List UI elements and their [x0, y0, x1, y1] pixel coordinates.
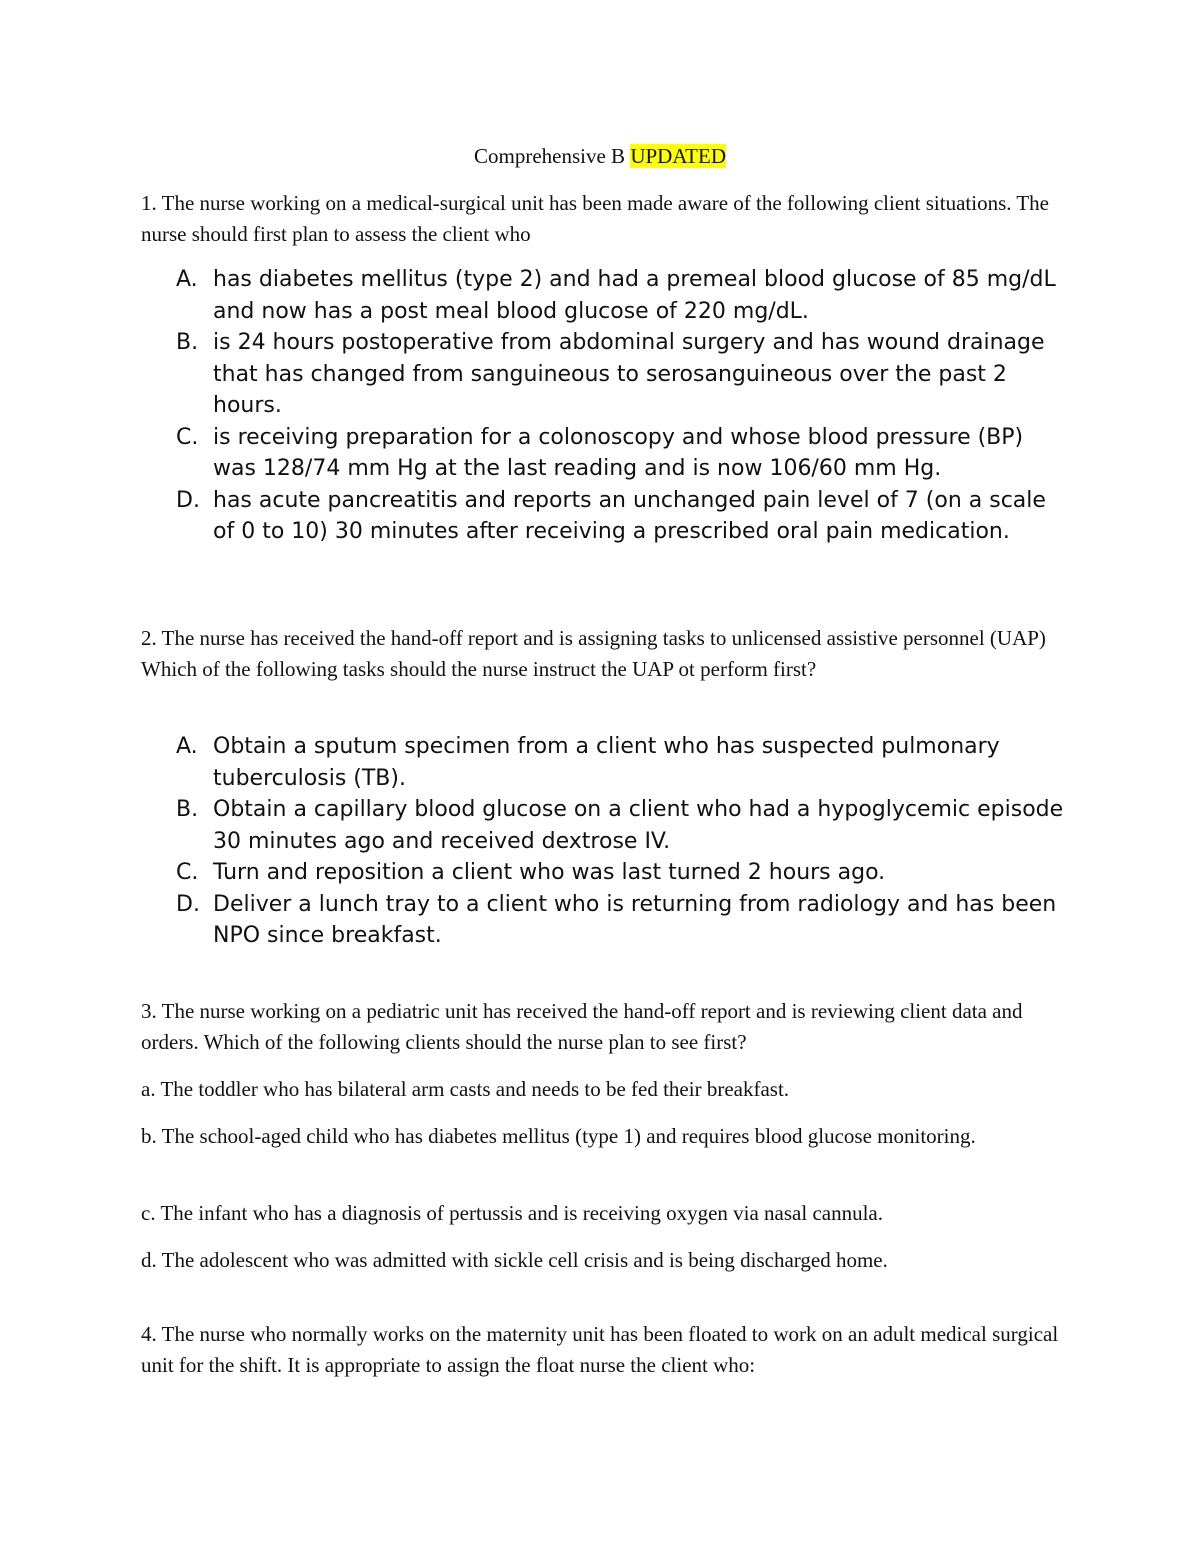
document-title	[0, 141, 1200, 172]
question-1-choice-a	[141, 264, 1071, 327]
question-2-choice-d	[141, 889, 1071, 952]
choice-letter: C.	[176, 860, 199, 885]
choice-text: is receiving preparation for a colonoscopy and whose blood pressure (BP) was 128/74 mm Hg at the last reading and is now 106/60 mm Hg.	[213, 424, 1024, 481]
choice-letter: B.	[176, 330, 199, 355]
choice-text: Obtain a capillary blood glucose on a client who had a hypoglycemic episode 30 minutes ago and received dextrose IV.	[213, 797, 1064, 854]
question-2-choice-a	[141, 731, 1071, 794]
choice-text: Deliver a lunch tray to a client who is returning from radiology and has been NPO since breakfast.	[213, 891, 1057, 948]
choice-letter: C.	[176, 424, 199, 450]
title-highlight: UPDATED	[630, 144, 726, 168]
question-1-stem: 1. The nurse working on a medical-surgical unit has been made aware of the following client situations. The nurse should first plan to assess the client who	[141, 191, 1050, 246]
choice-letter: A.	[176, 734, 198, 759]
choice-letter: B.	[176, 797, 199, 822]
question-1-choices	[141, 264, 1071, 548]
question-3-choice-b: b. The school-aged child who has diabetes mellitus (type 1) and requires blood glucose monitoring.	[141, 1124, 976, 1148]
question-2-stem: 2. The nurse has received the hand-off report and is assigning tasks to unlicensed assistive personnel (UAP) Which of the following tasks should the nurse instruct the UAP ot perform first?	[141, 626, 1046, 681]
question-3-choice-d: d. The adolescent who was admitted with sickle cell crisis and is being discharged home.	[141, 1248, 888, 1272]
question-1-choice-b	[141, 327, 1071, 422]
title-text: Comprehensive B	[474, 144, 626, 168]
question-3-choice-c: c. The infant who has a diagnosis of pertussis and is receiving oxygen via nasal cannula.	[141, 1201, 884, 1225]
choice-text: Turn and reposition a client who was last turned 2 hours ago.	[213, 860, 886, 885]
question-1-choice-c	[141, 422, 1071, 485]
question-2-choice-b	[141, 794, 1071, 857]
choice-letter: D.	[176, 487, 200, 513]
choice-text: has diabetes mellitus (type 2) and had a premeal blood glucose of 85 mg/dL and now has a post meal blood glucose of 220 mg/dL.	[213, 267, 1056, 324]
question-3-stem: 3. The nurse working on a pediatric unit has received the hand-off report and is reviewing client data and orders. Which of the following clients should the nurse plan to see first?	[141, 999, 1023, 1054]
choice-text: Obtain a sputum specimen from a client who has suspected pulmonary tuberculosis (TB).	[213, 734, 1000, 791]
choice-letter: D.	[176, 891, 200, 917]
question-4-stem: 4. The nurse who normally works on the maternity unit has been floated to work on an adult medical surgical unit for the shift. It is appropriate to assign the float nurse the client who:	[141, 1322, 1059, 1377]
question-3-choice-a: a. The toddler who has bilateral arm casts and needs to be fed their breakfast.	[141, 1077, 790, 1101]
choice-text: is 24 hours postoperative from abdominal surgery and has wound drainage that has changed from sanguineous to serosanguineous over the past 2 hours.	[213, 330, 1045, 418]
question-2-choice-c	[141, 857, 1071, 889]
question-1-choice-d	[141, 485, 1071, 548]
choice-text: has acute pancreatitis and reports an unchanged pain level of 7 (on a scale of 0 to 10) 30 minutes after receiving a prescribed oral pain medication.	[213, 487, 1046, 544]
question-2-choices	[141, 731, 1071, 952]
choice-letter: A.	[176, 267, 198, 292]
